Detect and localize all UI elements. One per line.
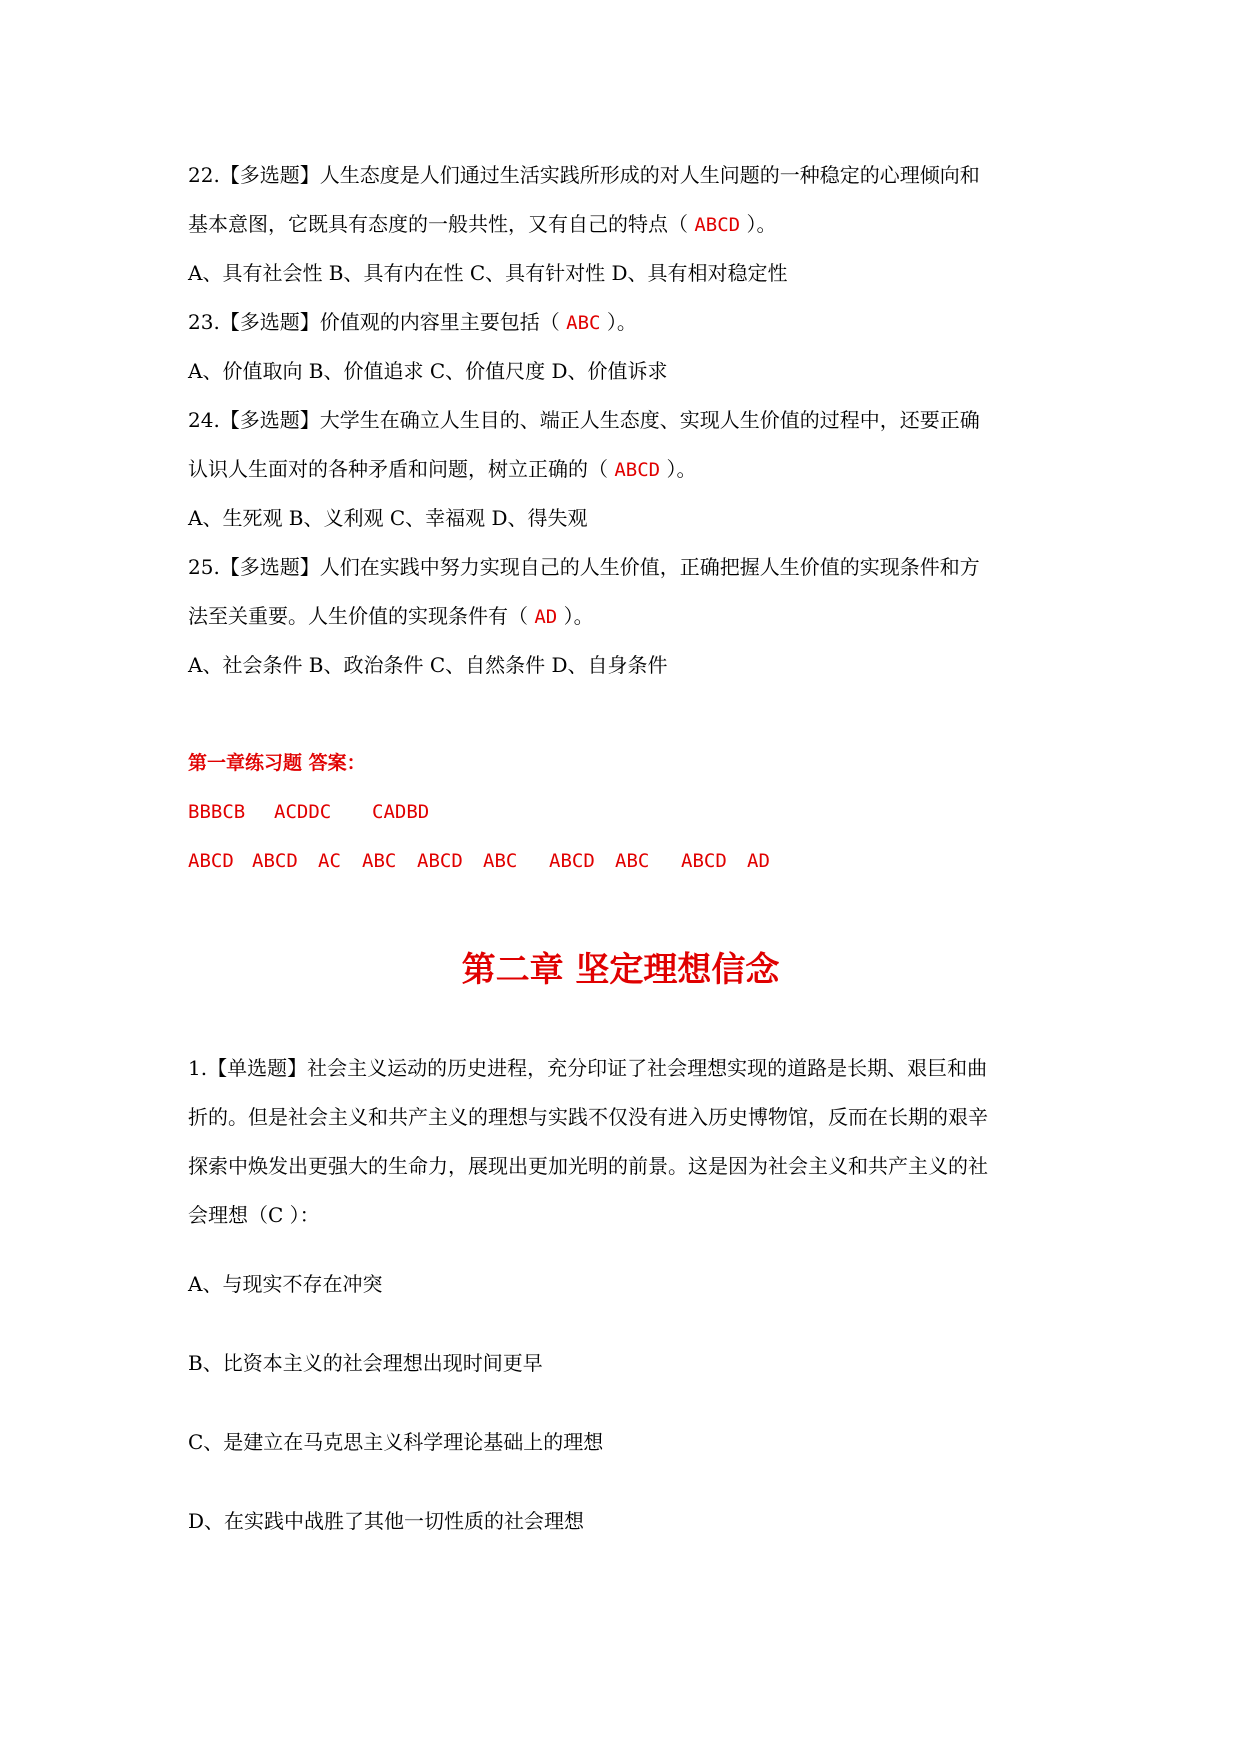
answer-group: AD (747, 850, 770, 872)
answer-group: CADBD (372, 801, 430, 823)
q24-stem-close: ）。 (660, 457, 697, 481)
ch1-answers-row1 (188, 797, 429, 827)
q23-answer: ABC (566, 312, 601, 334)
q1-stem-line2: 折的。但是社会主义和共产主义的理想与实践不仅没有进入历史博物馆，反而在长期的艰辛 (188, 1105, 988, 1129)
answer-group: ACDDC (274, 801, 332, 823)
q25-options: A、社会条件 B、政治条件 C、自然条件 D、自身条件 (188, 653, 668, 677)
q1-option-c: C、是建立在马克思主义科学理论基础上的理想 (188, 1430, 604, 1454)
answer-group: ABCD (681, 850, 727, 872)
q25-stem-close: ）。 (557, 604, 594, 628)
q22-stem-close: ）。 (740, 212, 777, 236)
q23-options: A、价值取向 B、价值追求 C、价值尺度 D、价值诉求 (188, 359, 668, 383)
q22-stem-text: 基本意图，它既具有态度的一般共性，又有自己的特点（ (188, 212, 695, 236)
q25-answer: AD (534, 606, 558, 628)
ch1-answers-heading: 第一章练习题 答案： (188, 752, 366, 774)
answer-group: ABCD (188, 850, 234, 872)
answer-group: ABCD (252, 850, 298, 872)
q25-stem-line1: 25.【多选题】人们在实践中努力实现自己的人生价值，正确把握人生价值的实现条件和方 (188, 555, 980, 579)
q23-stem-close: ）。 (600, 310, 637, 334)
answer-group: ABCD (417, 850, 463, 872)
chapter-title: 第二章 坚定理想信念 (461, 950, 780, 990)
q24-stem-text: 认识人生面对的各种矛盾和问题，树立正确的（ (188, 457, 615, 481)
ch1-answers-row2 (188, 846, 770, 876)
answer-group: BBBCB (188, 801, 246, 823)
q1-option-b: B、比资本主义的社会理想出现时间更早 (188, 1351, 543, 1375)
answer-group: AC (318, 850, 341, 872)
q1-stem-line1: 1.【单选题】社会主义运动的历史进程，充分印证了社会理想实现的道路是长期、艰巨和曲 (188, 1056, 988, 1080)
q23-stem-text: 23.【多选题】价值观的内容里主要包括（ (188, 310, 567, 334)
q22-stem-line1: 22.【多选题】人生态度是人们通过生活实践所形成的对人生问题的一种稳定的心理倾向和 (188, 163, 980, 187)
answer-group: ABC (362, 850, 397, 872)
q25-stem-text: 法至关重要。人生价值的实现条件有（ (188, 604, 535, 628)
q1-stem-line3: 探索中焕发出更强大的生命力，展现出更加光明的前景。这是因为社会主义和共产主义的社 (188, 1154, 988, 1178)
q1-option-d: D、在实践中战胜了其他一切性质的社会理想 (188, 1509, 585, 1533)
q1-option-a: A、与现实不存在冲突 (188, 1272, 383, 1296)
q1-stem-line4: 会理想（C ）： (188, 1203, 320, 1227)
q24-stem-line2 (188, 454, 1068, 485)
q24-answer: ABCD (614, 459, 661, 481)
q23-stem-line1 (188, 307, 1068, 338)
q22-stem-line2 (188, 209, 1068, 240)
q24-options: A、生死观 B、义利观 C、幸福观 D、得失观 (188, 506, 588, 530)
answer-group: ABC (483, 850, 518, 872)
answer-group: ABC (615, 850, 650, 872)
answer-group: ABCD (549, 850, 595, 872)
q22-options: A、具有社会性 B、具有内在性 C、具有针对性 D、具有相对稳定性 (188, 261, 788, 285)
q25-stem-line2 (188, 601, 1068, 632)
q24-stem-line1: 24.【多选题】大学生在确立人生目的、端正人生态度、实现人生价值的过程中，还要正确 (188, 408, 980, 432)
q22-answer: ABCD (694, 214, 741, 236)
